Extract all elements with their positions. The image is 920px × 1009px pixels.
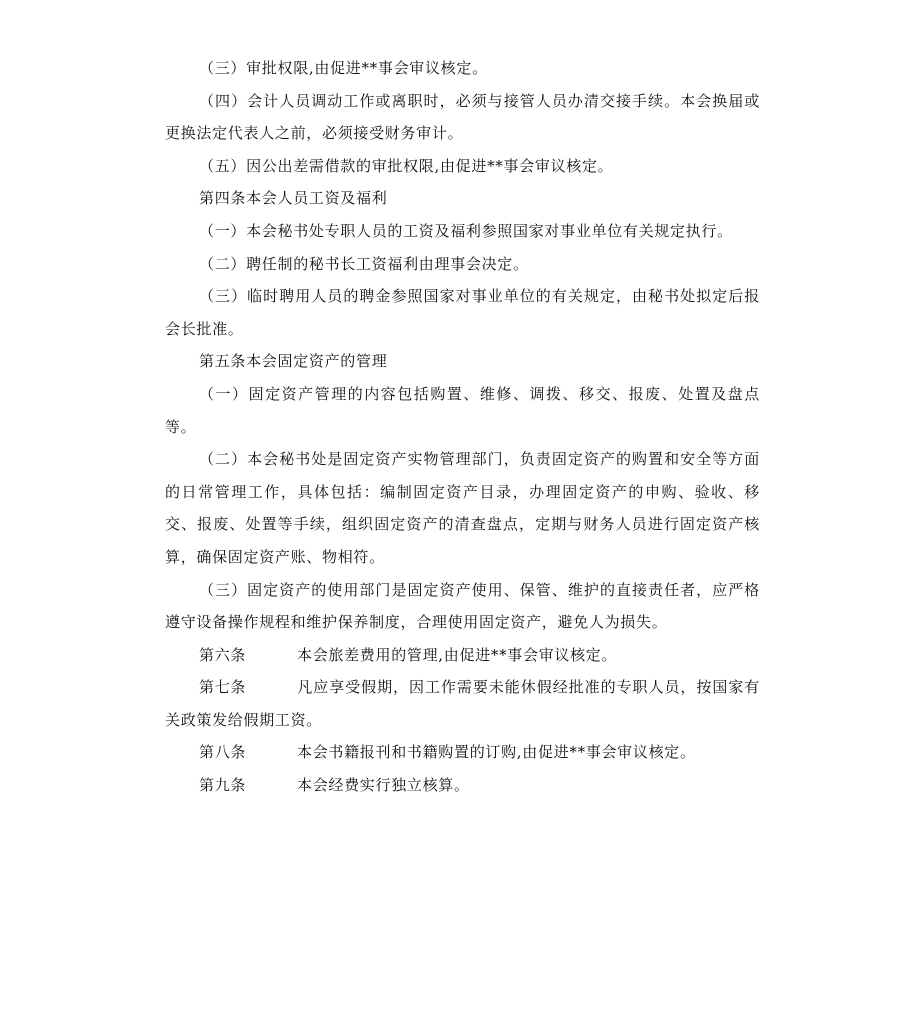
article-7 (165, 671, 760, 736)
heading-article-5: 第五条本会固定资产的管理 (199, 352, 388, 371)
article-9-text: 本会经费实行独立核算。 (297, 776, 470, 795)
article-8 (165, 736, 760, 769)
article-9 (165, 769, 760, 802)
article-8-number: 第八条 (199, 743, 247, 762)
paragraph-secretary-general-salary: （二）聘任制的秘书长工资福利由理事会决定。 (199, 254, 529, 273)
article-7-text: 凡应享受假期，因工作需要未能休假经批准的专职人员，按国家有关政策发给假期工资。 (165, 678, 760, 729)
article-6-text: 本会旅差费用的管理,由促进**事会审议核定。 (297, 645, 618, 664)
article-9-number: 第九条 (199, 776, 247, 795)
paragraph-travel-loan-approval: （五）因公出差需借款的审批权限,由促进**事会审议核定。 (199, 156, 614, 175)
document-page (165, 52, 760, 802)
paragraph-approval-authority: （三）审批权限,由促进**事会审议核定。 (199, 59, 488, 77)
paragraph-temporary-staff-pay: （三）临时聘用人员的聘金参照国家对事业单位的有关规定，由秘书处拟定后报会长批准。 (165, 287, 760, 338)
article-7-number: 第七条 (199, 678, 247, 697)
paragraph-staff-handover: （四）会计人员调动工作或离职时，必须与接管人员办清交接手续。本会换届或更换法定代表人之前，必须接受财务审计。 (165, 91, 760, 143)
paragraph-asset-management-dept: （二）本会秘书处是固定资产实物管理部门，负责固定资产的购置和安全等方面的日常管理工作，具体包括：编制固定资产目录，办理固定资产的申购、验收、移交、报废、处置等手续，组织固定资产的清查盘点，定期与财务人员进行固定资产核算，确保固定资产账、物相符。 (165, 450, 760, 566)
article-8-text: 本会书籍报刊和书籍购置的订购,由促进**事会审议核定。 (297, 743, 696, 762)
heading-article-4: 第四条本会人员工资及福利 (199, 189, 388, 208)
article-6 (165, 639, 760, 672)
paragraph-asset-user-responsibility: （三）固定资产的使用部门是固定资产使用、保管、维护的直接责任者，应严格遵守设备操作规程和维护保养制度，合理使用固定资产，避免人为损失。 (165, 580, 760, 632)
paragraph-staff-salary: （一）本会秘书处专职人员的工资及福利参照国家对事业单位有关规定执行。 (199, 221, 733, 240)
article-6-number: 第六条 (199, 645, 247, 664)
paragraph-asset-scope: （一）固定资产管理的内容包括购置、维修、调拨、移交、报废、处置及盘点等。 (165, 384, 760, 436)
